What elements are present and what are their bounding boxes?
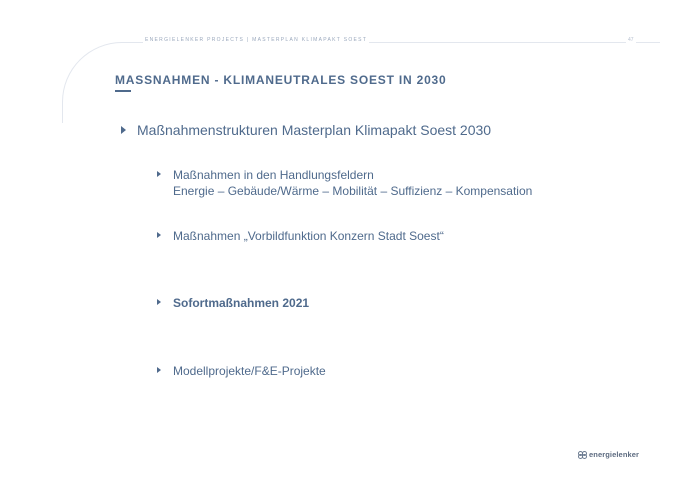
logo-text: energielenker: [589, 450, 640, 459]
main-bullet-text: Maßnahmenstrukturen Masterplan Klimapakt Soest 2030: [137, 122, 492, 138]
sub-bullet-vorbildfunktion: [157, 228, 444, 244]
slide-title: MASSNAHMEN - KLIMANEUTRALES SOEST IN 2030: [115, 73, 447, 87]
energielenker-logo: [578, 450, 639, 459]
title-underline: [115, 90, 131, 92]
main-bullet: [121, 122, 491, 139]
sub-bullet-text: Sofortmaßnahmen 2021: [173, 296, 310, 310]
sub-bullet-text-line2: Energie – Gebäude/Wärme – Mobilität – Suffizienz – Kompensation: [173, 184, 533, 198]
bullet-triangle-icon: [157, 299, 161, 305]
sub-bullet-handlungsfelder: [157, 167, 532, 199]
breadcrumb: ENERGIELENKER PROJECTS | MASTERPLAN KLIMAPAKT SOEST: [145, 37, 368, 43]
bullet-triangle-icon: [121, 126, 126, 134]
sub-bullet-text: Maßnahmen in den Handlungsfeldern: [173, 168, 374, 182]
bullet-triangle-icon: [157, 232, 161, 238]
page-number: 47: [628, 37, 634, 43]
bullet-triangle-icon: [157, 367, 161, 373]
bullet-triangle-icon: [157, 171, 161, 177]
sub-bullet-text: Maßnahmen „Vorbildfunktion Konzern Stadt Soest“: [173, 229, 444, 243]
sub-bullet-sofortmassnahmen: [157, 295, 309, 311]
sub-bullet-text: Modellprojekte/F&E-Projekte: [173, 364, 326, 378]
energielenker-logo-icon: [578, 451, 587, 458]
sub-bullet-modellprojekte: [157, 363, 326, 379]
